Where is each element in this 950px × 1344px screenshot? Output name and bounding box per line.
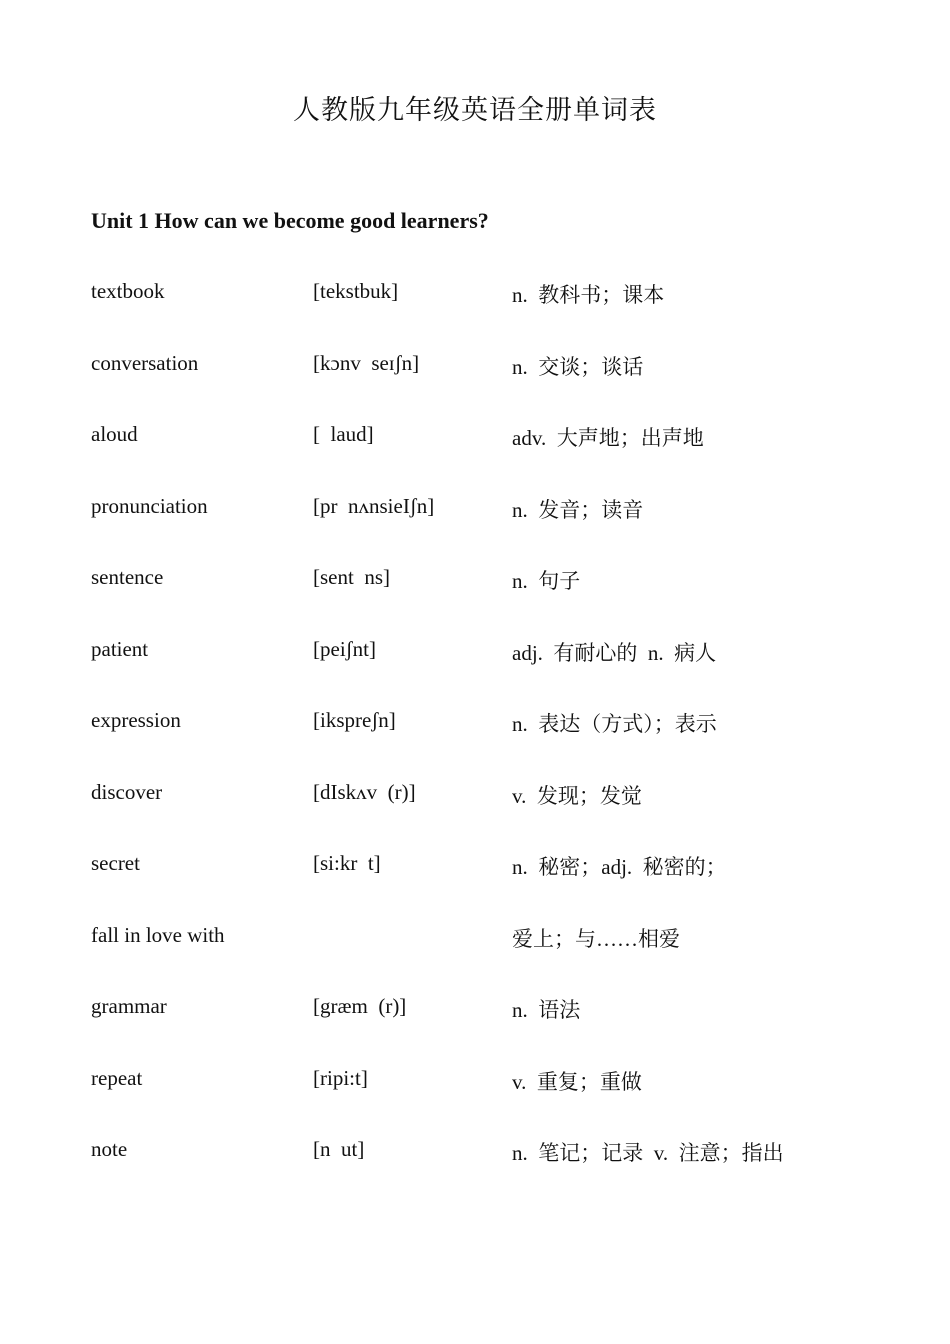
vocab-word: aloud	[91, 422, 138, 446]
vocab-word: conversation	[91, 350, 199, 375]
vocab-row-fall-in-love-with	[91, 923, 891, 995]
vocab-row-secret	[91, 851, 891, 923]
vocab-meaning: n. 笔记；记录 v. 注意；指出	[512, 1141, 784, 1165]
vocab-meaning: v. 重复；重做	[512, 1069, 642, 1094]
vocab-phonetic: [ripi:t]	[313, 1065, 368, 1090]
vocab-phonetic: [dIskʌv (r)]	[313, 779, 416, 804]
vocab-word: discover	[91, 779, 163, 804]
vocab-row-aloud	[91, 422, 891, 494]
vocab-row-expression	[91, 708, 891, 780]
vocab-meaning: v. 发现；发觉	[512, 783, 642, 808]
vocab-meaning: n. 交谈；谈话	[512, 354, 644, 379]
vocab-phonetic: [tekstbuk]	[313, 279, 399, 303]
vocab-meaning: 爱上；与……相爱	[512, 926, 680, 951]
vocab-phonetic: [sent ns]	[313, 565, 390, 589]
vocab-word: grammar	[91, 994, 167, 1018]
vocab-meaning: n. 发音；读音	[512, 497, 644, 522]
vocabulary-list	[91, 279, 891, 1209]
vocab-word: pronunciation	[91, 493, 208, 518]
vocab-phonetic: [ikspreʃn]	[313, 708, 396, 732]
vocab-phonetic: [pr nʌnsieIʃn]	[313, 493, 435, 518]
vocab-word: expression	[91, 708, 181, 732]
vocab-meaning: n. 表达（方式）；表示	[512, 712, 717, 736]
vocab-row-textbook	[91, 279, 891, 351]
vocab-row-pronunciation	[91, 494, 891, 566]
vocab-word: secret	[91, 851, 140, 875]
vocab-meaning: adv. 大声地；出声地	[512, 426, 704, 450]
vocab-meaning: adj. 有耐心的 n. 病人	[512, 640, 717, 665]
vocab-phonetic: [n ut]	[313, 1137, 365, 1161]
vocab-phonetic: [kɔnv seɪʃn]	[313, 350, 420, 375]
vocab-row-discover	[91, 780, 891, 852]
vocab-row-repeat	[91, 1066, 891, 1138]
vocab-meaning: n. 语法	[512, 998, 581, 1022]
vocab-row-conversation	[91, 351, 891, 423]
vocab-phonetic: [peiʃnt]	[313, 636, 376, 661]
vocab-meaning: n. 句子	[512, 569, 581, 593]
vocab-word: sentence	[91, 565, 164, 589]
vocab-row-sentence	[91, 565, 891, 637]
vocab-phonetic: [si:kr t]	[313, 851, 381, 875]
unit-heading: Unit 1 How can we become good learners?	[91, 208, 489, 233]
vocab-word: repeat	[91, 1065, 143, 1090]
vocab-word: textbook	[91, 279, 165, 303]
vocab-row-grammar	[91, 994, 891, 1066]
vocab-phonetic: [ laud]	[313, 422, 374, 446]
vocab-word: note	[91, 1137, 128, 1161]
vocab-row-note	[91, 1137, 891, 1209]
vocab-word: fall in love with	[91, 922, 225, 947]
vocab-word: patient	[91, 636, 149, 661]
vocab-phonetic: [græm (r)]	[313, 994, 407, 1018]
vocab-row-patient	[91, 637, 891, 709]
vocab-meaning: n. 教科书；课本	[512, 283, 665, 307]
vocab-meaning: n. 秘密；adj. 秘密的；	[512, 855, 727, 879]
page-title: 人教版九年级英语全册单词表	[293, 95, 657, 126]
